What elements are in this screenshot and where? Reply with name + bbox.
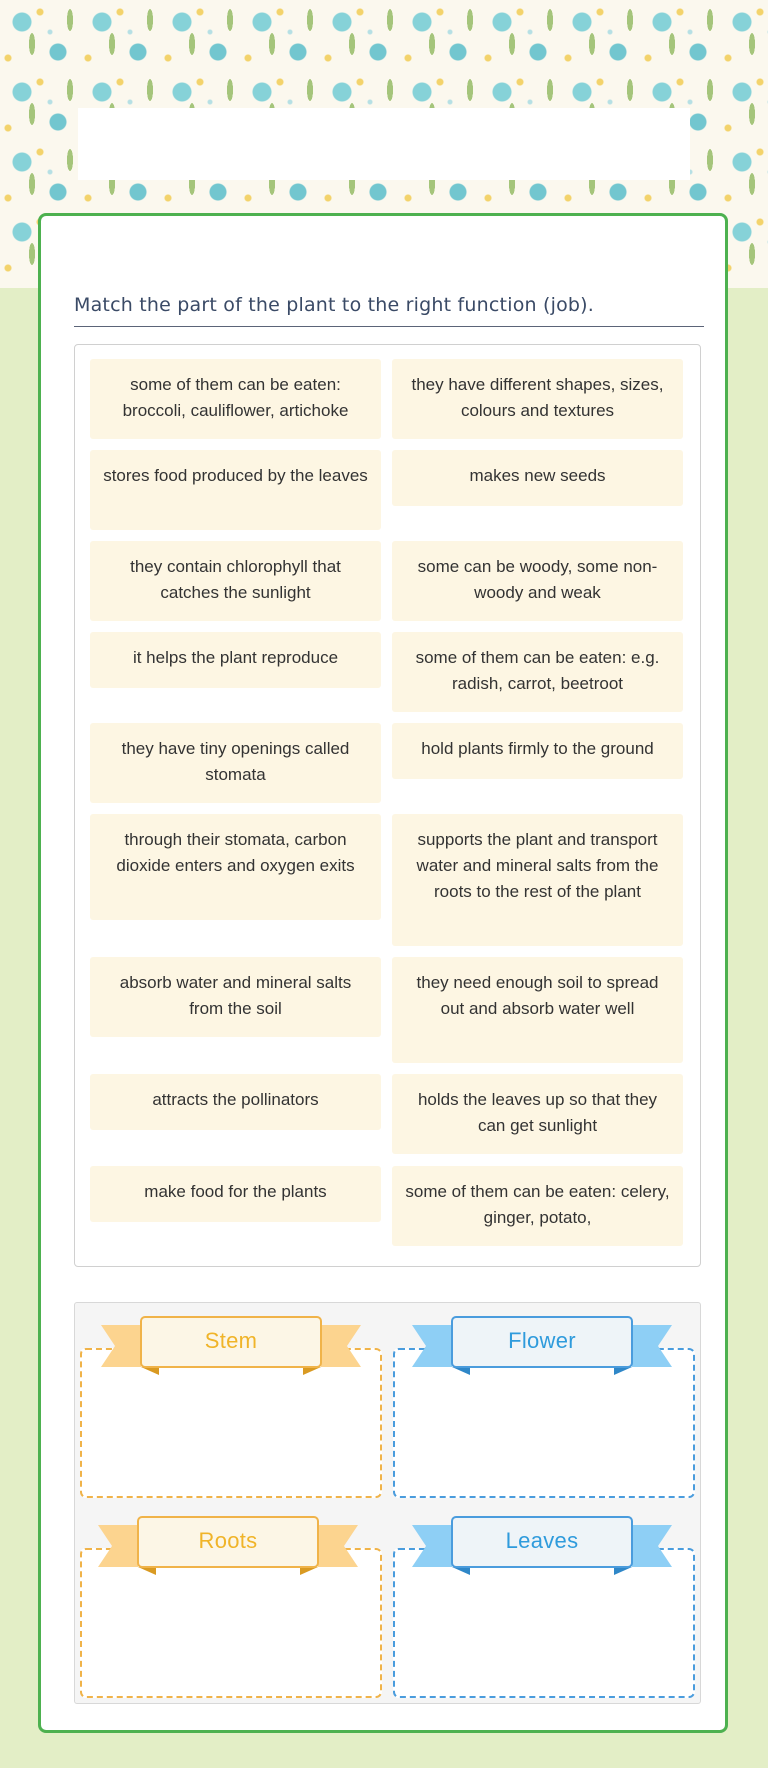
left-tile-5[interactable]: they have tiny openings called stomata [90, 723, 381, 803]
right-tile-2[interactable]: makes new seeds [392, 450, 683, 506]
left-tile-6[interactable]: through their stomata, carbon dioxide enters and oxygen exits [90, 814, 381, 920]
right-tile-3[interactable]: some can be woody, some non-woody and weak [392, 541, 683, 621]
leaves-bin-ribbon [412, 1511, 672, 1581]
right-tile-9[interactable]: some of them can be eaten: celery, ginger, potato, [392, 1166, 683, 1246]
matching-tiles-panel [74, 344, 701, 1267]
worksheet-title-box [78, 108, 690, 180]
roots-bin-label: Roots [198, 1528, 258, 1553]
right-tile-1[interactable]: they have different shapes, sizes, colours and textures [392, 359, 683, 439]
sorting-bins-panel [74, 1302, 701, 1704]
left-tile-4[interactable]: it helps the plant reproduce [90, 632, 381, 688]
roots-bin-ribbon [98, 1511, 358, 1581]
left-tile-2[interactable]: stores food produced by the leaves [90, 450, 381, 530]
flower-bin-label: Flower [508, 1328, 576, 1353]
left-tile-1[interactable]: some of them can be eaten: broccoli, cauliflower, artichoke [90, 359, 381, 439]
left-tile-8[interactable]: attracts the pollinators [90, 1074, 381, 1130]
flower-bin-ribbon [412, 1311, 672, 1381]
worksheet-card [38, 213, 728, 1733]
right-tile-7[interactable]: they need enough soil to spread out and absorb water well [392, 957, 683, 1063]
leaves-bin-label: Leaves [505, 1528, 579, 1553]
stem-bin-label: Stem [204, 1328, 258, 1353]
stem-bin-ribbon [101, 1311, 361, 1381]
left-tile-9[interactable]: make food for the plants [90, 1166, 381, 1222]
right-tile-5[interactable]: hold plants firmly to the ground [392, 723, 683, 779]
left-tile-7[interactable]: absorb water and mineral salts from the soil [90, 957, 381, 1037]
right-tile-4[interactable]: some of them can be eaten: e.g. radish, carrot, beetroot [392, 632, 683, 712]
instruction-text: Match the part of the plant to the right function (job). [74, 294, 704, 327]
right-tile-6[interactable]: supports the plant and transport water and mineral salts from the roots to the rest of the plant [392, 814, 683, 946]
right-tile-8[interactable]: holds the leaves up so that they can get sunlight [392, 1074, 683, 1154]
left-tile-3[interactable]: they contain chlorophyll that catches the sunlight [90, 541, 381, 621]
